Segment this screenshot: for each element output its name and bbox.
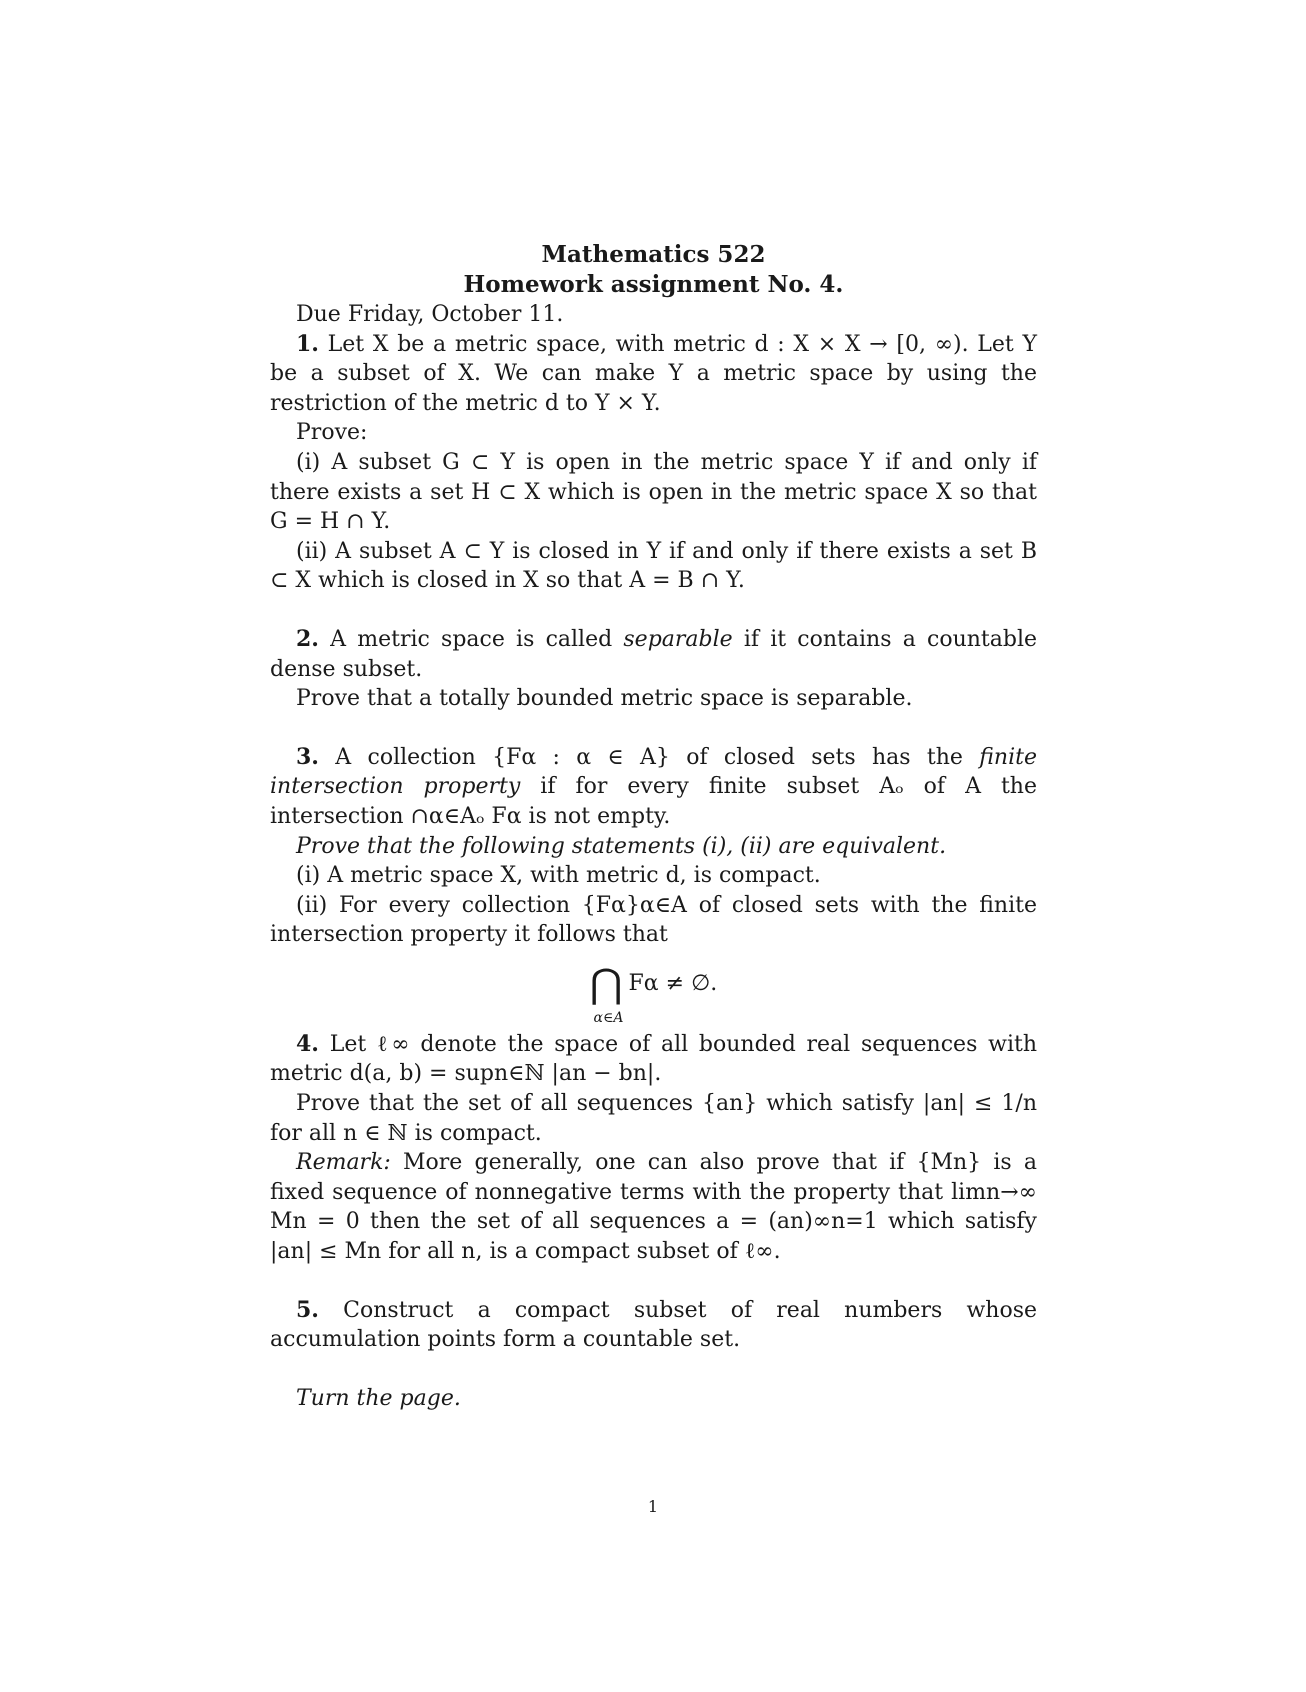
problem-3-text2: if for every finite subset Aₒ of A the intersection ∩α∈Aₒ Fα is not empty. [270,774,1037,829]
problem-1-part-i: (i) A subset G ⊂ Y is open in the metric space Y if and only if there exists a set H ⊂ X which is open in the metric space X so that G = H ∩ Y. [270,449,1037,535]
problem-3-prove: Prove that the following statements (i), (ii) are equivalent. [296,833,947,859]
problem-1-number: 1. [296,330,319,357]
problem-2-number: 2. [296,625,319,652]
problem-4-prove: Prove that the set of all sequences {an} which satisfy |an| ≤ 1/n for all n ∈ ℕ is compact. [270,1091,1037,1146]
problem-3-intro [270,743,1037,832]
course-title: Mathematics 522 [541,241,766,268]
problem-3-number: 3. [296,743,319,770]
problem-3-prove-line [270,832,1037,862]
problem-4-text: Let ℓ∞ denote the space of all bounded real sequences with metric d(a, b) = supn∈ℕ |an − bn|. [270,1031,1037,1087]
problem-4-intro [270,1030,1037,1089]
problem-3-part-ii: (ii) For every collection {Fα}α∈A of closed sets with the finite intersection property it follows that [270,892,1037,948]
display-equation [270,960,1037,1026]
problem-4-remark [270,1148,1037,1266]
document-page [270,240,1037,1413]
problem-5-text: Construct a compact subset of real numbers whose accumulation points form a countable set. [270,1297,1037,1353]
turn-page-line [270,1384,1037,1414]
problem-4-remark-text: More generally, one can also prove that if {Mn} is a fixed sequence of nonnegative terms with the property that limn→∞ Mn = 0 then the set of all sequences a = (an)∞n=1 which satisfy |an| ≤ Mn for all n, is a compact subset of ℓ∞. [270,1150,1037,1265]
problem-1-part-ii: (ii) A subset A ⊂ Y is closed in Y if and only if there exists a set B ⊂ X which is closed in X so that A = B ∩ Y. [270,538,1037,594]
display-subscript: α∈A [593,1009,624,1026]
problem-2-text-after: if it contains a countable dense subset. [270,626,1037,682]
problem-5 [270,1296,1037,1355]
problem-4-remark-label: Remark: [296,1150,391,1176]
problem-3-part-i: (i) A metric space X, with metric d, is compact. [296,863,821,889]
problem-2-prove: Prove that a totally bounded metric space is separable. [296,686,913,712]
display-expression: Fα ≠ ∅. [628,970,718,996]
problem-4-number: 4. [296,1030,319,1057]
problem-5-number: 5. [296,1296,319,1323]
problem-1-intro [270,330,1037,419]
problem-3-term: finite intersection property [270,744,1037,800]
turn-page-note: Turn the page. [296,1385,461,1411]
assignment-title: Homework assignment No. 4. [463,271,844,298]
problem-2-term: separable [623,626,733,652]
problem-2-text-before: A metric space is called [330,626,613,652]
due-date: Due Friday, October 11. [296,302,564,327]
problem-2-intro [270,625,1037,684]
big-intersection-symbol: ⋂ [589,960,623,1007]
page-number: 1 [647,1497,659,1516]
problem-1-text: Let X be a metric space, with metric d : X × X → [0, ∞). Let Y be a subset of X. We can make Y a metric space by using the restriction of the metric d to Y × Y. [270,331,1037,416]
problem-3-text1: A collection {Fα : α ∈ A} of closed sets has the [335,744,963,770]
problem-1-prove: Prove: [296,420,368,446]
